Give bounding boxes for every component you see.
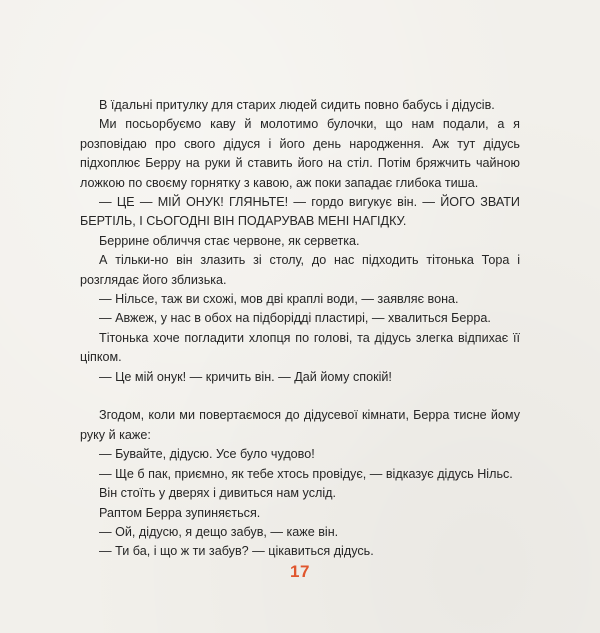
paragraph: — Авжеж, у нас в обох на підборідді пластирі, — хвалиться Берра. [99,311,491,326]
paragraph: Тітонька хоче погладити хлопця по голові, та дідусь злегка відпихає її ціпком. [80,330,520,365]
paragraph: Раптом Берра зупиняється. [99,505,261,520]
paragraph: Ми посьорбуємо каву й молотимо булочки, що нам подали, а я розповідаю про свого дідуся і його день народження. Аж тут дідусь підхоплює Берру на руки й ставить його на стіл. Потім бряжчить чайною ложкою по своєму горнятку з кавою, аж поки западає глибока тиша. [80,117,520,190]
paragraph: В їдальні притулку для старих людей сидить повно бабусь і дідусів. [99,98,495,112]
paragraph: — Ще б пак, приємно, як тебе хтось провідує, — відказує дідусь Нільс. [99,466,513,481]
paragraph: Згодом, коли ми повертаємося до дідусевої кімнати, Берра тисне йому руку й каже: [80,408,520,442]
paragraph: — Ти ба, і що ж ти забув? — цікавиться дідусь. [99,544,374,559]
story-text [80,96,520,562]
section-break [80,387,520,406]
paragraph: — Ой, дідусю, я дещо забув, — каже він. [99,524,339,539]
paragraph: — Це мій онук! — кричить він. — Дай йому спокій! [99,369,392,384]
paragraph: — Нільсе, таж ви схожі, мов дві краплі води, — заявляє вона. [99,292,459,307]
paragraph: Він стоїть у дверях і дивиться нам услід. [99,486,336,501]
paragraph: — Бувайте, дідусю. Усе було чудово! [99,447,315,462]
paragraph: — ЦЕ — МІЙ ОНУК! ГЛЯНЬТЕ! — гордо вигукує він. — ЙОГО ЗВАТИ БЕРТІЛЬ, І СЬОГОДНІ ВІН ПОДАРУВАВ МЕНІ НАГІДКУ. [80,195,520,229]
paragraph: А тільки-но він злазить зі столу, до нас підходить тітонька Тора і розглядає його зблизька. [80,253,520,287]
paragraph: Беррине обличчя стає червоне, як серветка. [99,233,360,248]
page-number: 17 [290,562,310,581]
